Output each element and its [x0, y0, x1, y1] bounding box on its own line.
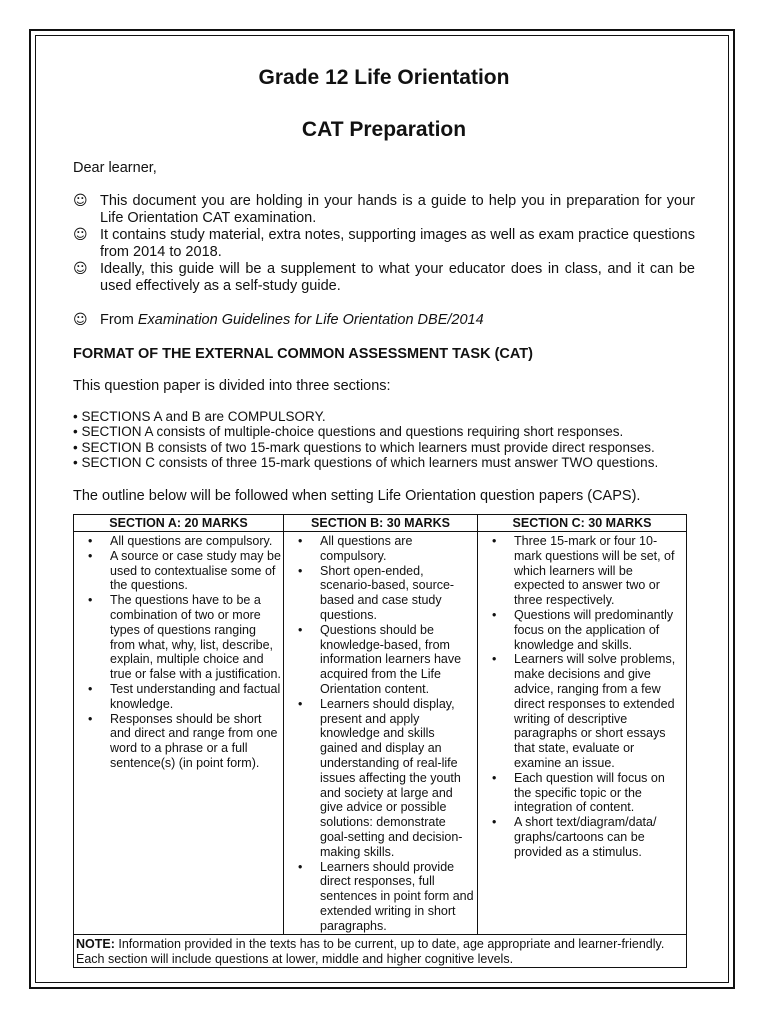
section-rule: • SECTION B consists of two 15-mark questions to which learners must provide direct responses. [73, 439, 655, 455]
smiley-icon: ☺ [73, 227, 88, 243]
source-reference [73, 312, 695, 328]
section-a-cell [74, 532, 284, 935]
intro-bullet [73, 227, 695, 260]
source-title: Examination Guidelines for Life Orientation DBE/2014 [137, 312, 484, 328]
intro-bullet-text: Ideally, this guide will be a supplement to what your educator does in class, and it can be used effectively as a self-study guide. [100, 261, 695, 294]
sections-outline-table [73, 514, 687, 968]
list-item: • The questions have to be a combination of two or more types of questions ranging from what, why, list, describe, explain, multiple choice and true or false with a justification. [76, 593, 281, 682]
smiley-icon: ☺ [73, 312, 88, 328]
list-item: • Test understanding and factual knowledge. [76, 682, 281, 712]
intro-bullet-text: It contains study material, extra notes, supporting images as well as exam practice questions from 2014 to 2018. [100, 227, 695, 260]
smiley-icon: ☺ [73, 193, 88, 209]
note-cell [74, 934, 687, 967]
section-a-header: SECTION A: 20 MARKS [74, 515, 284, 532]
smiley-icon: ☺ [73, 261, 88, 277]
note-label: NOTE: [76, 936, 115, 951]
source-prefix: From [100, 312, 134, 328]
list-item: • Responses should be short and direct and range from one word to a phrase or a full sentence(s) (in point form). [76, 712, 281, 771]
outline-text: The outline below will be followed when setting Life Orientation question papers (CAPS). [73, 488, 641, 504]
section-c-cell [478, 532, 687, 935]
section-a-list [76, 534, 281, 771]
section-b-cell [284, 532, 478, 935]
list-item: • Questions will predominantly focus on the application of knowledge and skills. [480, 608, 684, 652]
list-item: • A short text/diagram/data/ graphs/cartoons can be provided as a stimulus. [480, 815, 684, 859]
list-item: • Questions should be knowledge-based, from information learners have acquired from the Life Orientation content. [286, 623, 475, 697]
table-row [74, 532, 687, 935]
section-b-header: SECTION B: 30 MARKS [284, 515, 478, 532]
list-item: • Three 15-mark or four 10-mark questions will be set, of which learners will be expected to answer two or three respectively. [480, 534, 684, 608]
table-header-row [74, 515, 687, 532]
greeting: Dear learner, [73, 160, 157, 176]
intro-bullet-text: This document you are holding in your hands is a guide to help you in preparation for your Life Orientation CAT examination. [100, 193, 695, 226]
list-item: • All questions are compulsory. [286, 534, 475, 564]
document-subtitle: CAT Preparation [301, 118, 467, 141]
list-item: • All questions are compulsory. [76, 534, 281, 549]
section-c-list [480, 534, 684, 860]
list-item: • Learners should display, present and apply knowledge and skills gained and display an understanding of real-life issues affecting the youth and society at large and give advice or possible solutions: demonstrate goal-setting and decision-making skills. [286, 697, 475, 860]
section-c-header: SECTION C: 30 MARKS [478, 515, 687, 532]
document-title: Grade 12 Life Orientation [258, 66, 510, 89]
intro-bullet-list [73, 193, 695, 295]
section-rule: • SECTION C consists of three 15-mark questions of which learners must answer TWO questions. [73, 454, 659, 470]
note-row [74, 934, 687, 967]
intro-bullet [73, 261, 695, 294]
list-item: • A source or case study may be used to contextualise some of the questions. [76, 549, 281, 593]
section-rules-list [73, 409, 713, 470]
note-text: Information provided in the texts has to be current, up to date, age appropriate and learner-friendly. Each section will include questions at lower, middle and higher cognitive levels. [76, 936, 665, 966]
division-intro: This question paper is divided into three sections: [73, 378, 391, 394]
list-item: • Each question will focus on the specific topic or the integration of content. [480, 771, 684, 815]
section-rule: • SECTION A consists of multiple-choice questions and questions requiring short responses. [73, 424, 624, 440]
list-item: • Learners will solve problems, make decisions and give advice, ranging from a few direct responses to extended writing of descriptive paragraphs or short essays that state, evaluate or examine an issue. [480, 652, 684, 770]
format-heading: FORMAT OF THE EXTERNAL COMMON ASSESSMENT TASK (CAT) [73, 346, 533, 362]
section-b-list [286, 534, 475, 934]
intro-bullet [73, 193, 695, 226]
list-item: • Learners should provide direct responses, full sentences in point form and extended writing in short paragraphs. [286, 860, 475, 934]
list-item: • Short open-ended, scenario-based, source-based and case study questions. [286, 564, 475, 623]
section-rule: • SECTIONS A and B are COMPULSORY. [73, 409, 326, 424]
